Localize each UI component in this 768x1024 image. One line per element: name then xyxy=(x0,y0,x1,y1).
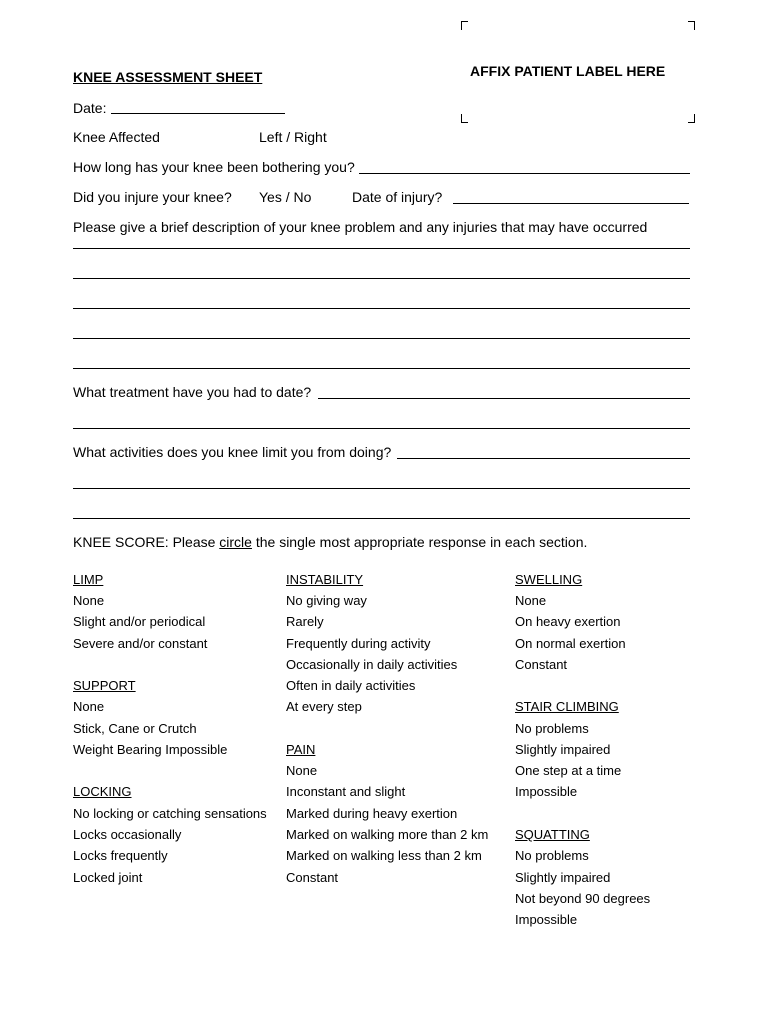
treatment-label: What treatment have you had to date? xyxy=(73,384,312,400)
instability-option[interactable]: Frequently during activity xyxy=(286,636,431,651)
stair-climbing-option[interactable]: Impossible xyxy=(515,784,578,799)
activities-label: What activities does you knee limit you from doing? xyxy=(73,444,392,460)
swelling-option[interactable]: On normal exertion xyxy=(515,636,626,651)
treatment-line[interactable] xyxy=(73,428,690,429)
stair-climbing-option[interactable]: No problems xyxy=(515,721,589,736)
instability-heading: INSTABILITY xyxy=(286,572,364,587)
patient-label-area: AFFIX PATIENT LABEL HERE xyxy=(470,63,666,79)
description-line[interactable] xyxy=(73,308,690,309)
date-label: Date: xyxy=(73,100,107,116)
swelling-option[interactable]: None xyxy=(515,593,547,608)
injury-date-label: Date of injury? xyxy=(352,189,443,205)
stair-climbing-option[interactable]: Slightly impaired xyxy=(515,742,611,757)
activities-field[interactable] xyxy=(397,458,690,459)
limp-option[interactable]: Severe and/or constant xyxy=(73,636,208,651)
limp-option[interactable]: None xyxy=(73,593,105,608)
page-title: KNEE ASSESSMENT SHEET xyxy=(73,69,263,85)
support-option[interactable]: None xyxy=(73,699,105,714)
description-line[interactable] xyxy=(73,248,690,249)
treatment-field[interactable] xyxy=(318,398,690,399)
injury-options[interactable]: Yes / No xyxy=(259,189,312,205)
knee-affected-label: Knee Affected xyxy=(73,129,160,145)
pain-option[interactable]: Marked during heavy exertion xyxy=(286,806,458,821)
squatting-option[interactable]: No problems xyxy=(515,848,589,863)
swelling-option[interactable]: Constant xyxy=(515,657,568,672)
pain-heading: PAIN xyxy=(286,742,316,757)
pain-option[interactable]: Marked on walking more than 2 km xyxy=(286,827,489,842)
locking-heading: LOCKING xyxy=(73,784,132,799)
description-line[interactable] xyxy=(73,278,690,279)
locking-option[interactable]: Locked joint xyxy=(73,870,143,885)
swelling-heading: SWELLING xyxy=(515,572,583,587)
pain-option[interactable]: Constant xyxy=(286,870,339,885)
support-heading: SUPPORT xyxy=(73,678,136,693)
duration-label: How long has your knee been bothering you? xyxy=(73,159,355,175)
support-option[interactable]: Weight Bearing Impossible xyxy=(73,742,228,757)
activities-line[interactable] xyxy=(73,518,690,519)
label-box-corner xyxy=(688,114,695,123)
label-box-corner xyxy=(461,21,468,30)
label-box-corner xyxy=(461,114,468,123)
pain-option[interactable]: Marked on walking less than 2 km xyxy=(286,848,482,863)
duration-field[interactable] xyxy=(359,173,690,174)
squatting-option[interactable]: Slightly impaired xyxy=(515,870,611,885)
stair-climbing-heading: STAIR CLIMBING xyxy=(515,699,619,714)
activities-line[interactable] xyxy=(73,488,690,489)
squatting-heading: SQUATTING xyxy=(515,827,590,842)
squatting-option[interactable]: Impossible xyxy=(515,912,578,927)
instability-option[interactable]: At every step xyxy=(286,699,362,714)
squatting-option[interactable]: Not beyond 90 degrees xyxy=(515,891,651,906)
injury-label: Did you injure your knee? xyxy=(73,189,232,205)
label-box-corner xyxy=(688,21,695,30)
description-label: Please give a brief description of your knee problem and any injuries that may have occurred xyxy=(73,219,648,235)
instability-option[interactable]: Rarely xyxy=(286,614,324,629)
limp-option[interactable]: Slight and/or periodical xyxy=(73,614,206,629)
locking-option[interactable]: Locks frequently xyxy=(73,848,168,863)
knee-score-instructions: KNEE SCORE: Please circle the single most appropriate response in each section. xyxy=(73,534,588,550)
instability-option[interactable]: Occasionally in daily activities xyxy=(286,657,458,672)
swelling-option[interactable]: On heavy exertion xyxy=(515,614,621,629)
locking-option[interactable]: No locking or catching sensations xyxy=(73,806,267,821)
support-option[interactable]: Stick, Cane or Crutch xyxy=(73,721,197,736)
description-line[interactable] xyxy=(73,368,690,369)
date-field[interactable] xyxy=(111,113,285,114)
limp-heading: LIMP xyxy=(73,572,104,587)
pain-option[interactable]: None xyxy=(286,763,318,778)
description-line[interactable] xyxy=(73,338,690,339)
knee-affected-options[interactable]: Left / Right xyxy=(259,129,327,145)
locking-option[interactable]: Locks occasionally xyxy=(73,827,182,842)
injury-date-field[interactable] xyxy=(453,203,689,204)
stair-climbing-option[interactable]: One step at a time xyxy=(515,763,622,778)
pain-option[interactable]: Inconstant and slight xyxy=(286,784,406,799)
instability-option[interactable]: No giving way xyxy=(286,593,367,608)
instability-option[interactable]: Often in daily activities xyxy=(286,678,416,693)
